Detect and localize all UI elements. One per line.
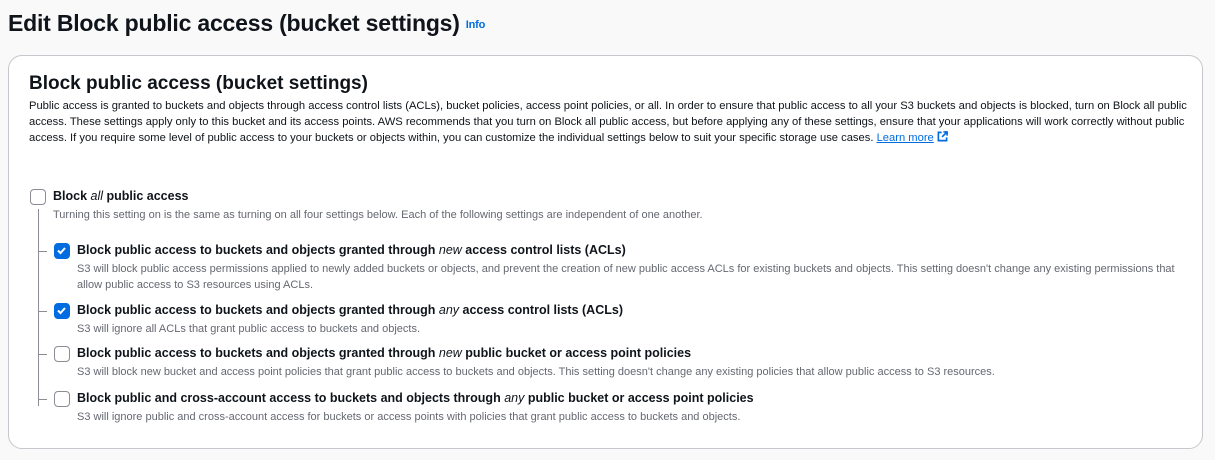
option-checkbox[interactable] — [54, 243, 70, 259]
option-checkbox[interactable] — [54, 391, 70, 407]
external-link-icon — [937, 131, 948, 142]
block-all-description: Turning this setting on is the same as turning on all four settings below. Each of the following settings are independent of one another. — [53, 209, 703, 221]
card-title: Block public access (bucket settings) — [29, 73, 368, 94]
block-all-label — [53, 189, 189, 203]
tree-line — [38, 209, 39, 406]
option-description: S3 will ignore public and cross-account access for buckets or access points with policies that grant public access to buckets and objects. — [77, 411, 741, 423]
label-part: Block public access to buckets and objects granted through — [77, 303, 439, 317]
card-description — [29, 98, 1189, 146]
label-part: public bucket or access point policies — [461, 346, 692, 360]
tree-branch — [38, 399, 47, 400]
label-part: access control lists (ACLs) — [459, 303, 623, 317]
label-em: any — [504, 391, 525, 405]
checkmark-icon — [56, 245, 67, 256]
label-part: public bucket or access point policies — [524, 391, 754, 405]
option-label — [77, 243, 626, 257]
label-em: new — [438, 346, 462, 360]
label-em: any — [438, 303, 460, 317]
option-description: S3 will block public access permissions applied to newly added buckets or objects, and prevent the creation of new public access ACLs for existing buckets and objects. This setting doesn't change any existing permissions that allow public access to S3 resources using ACLs. — [77, 263, 1175, 291]
info-link[interactable]: Info — [465, 18, 486, 31]
option-label — [77, 303, 623, 317]
option-checkbox[interactable] — [54, 303, 70, 319]
option-description: S3 will ignore all ACLs that grant public access to buckets and objects. — [77, 323, 421, 335]
block-public-access-card — [8, 55, 1203, 449]
option-checkbox[interactable] — [54, 346, 70, 362]
label-em: all — [90, 189, 104, 203]
tree-branch — [38, 251, 47, 252]
checkmark-icon — [56, 305, 67, 316]
page-title — [8, 10, 485, 37]
tree-branch — [38, 354, 47, 355]
option-description: S3 will block new bucket and access point policies that grant public access to buckets and objects. This setting doesn't change any existing policies that allow public access to S3 resources. — [77, 366, 995, 378]
label-part: Block public access to buckets and objects granted through — [77, 243, 439, 257]
label-part: Block — [53, 189, 91, 203]
label-part: Block public and cross-account access to buckets and objects through — [77, 391, 505, 405]
label-part: public access — [103, 189, 189, 203]
option-label — [77, 346, 691, 360]
label-part: access control lists (ACLs) — [461, 243, 626, 257]
learn-more-link[interactable] — [877, 132, 934, 144]
description-text: Public access is granted to buckets and objects through access control lists (ACLs), bucket policies, access point policies, or all. In order to ensure that public access to all your S3 buckets and objects is blocked, turn on Block all public access. These settings apply only to this bucket and its access points. AWS recommends that you turn on Block all public access, but before applying any of these settings, ensure that your applications will work correctly without public access. If you require some level of public access to your buckets or objects within, you can customize the individual settings below to suit your specific storage use cases. — [29, 100, 1187, 144]
tree-branch — [38, 311, 47, 312]
learn-more-text: Learn more — [876, 132, 934, 144]
option-label — [77, 391, 754, 405]
label-em: new — [438, 243, 462, 257]
page-title-text: Edit Block public access (bucket settings) — [8, 10, 460, 36]
label-part: Block public access to buckets and objects granted through — [77, 346, 439, 360]
block-all-checkbox[interactable] — [30, 189, 46, 205]
